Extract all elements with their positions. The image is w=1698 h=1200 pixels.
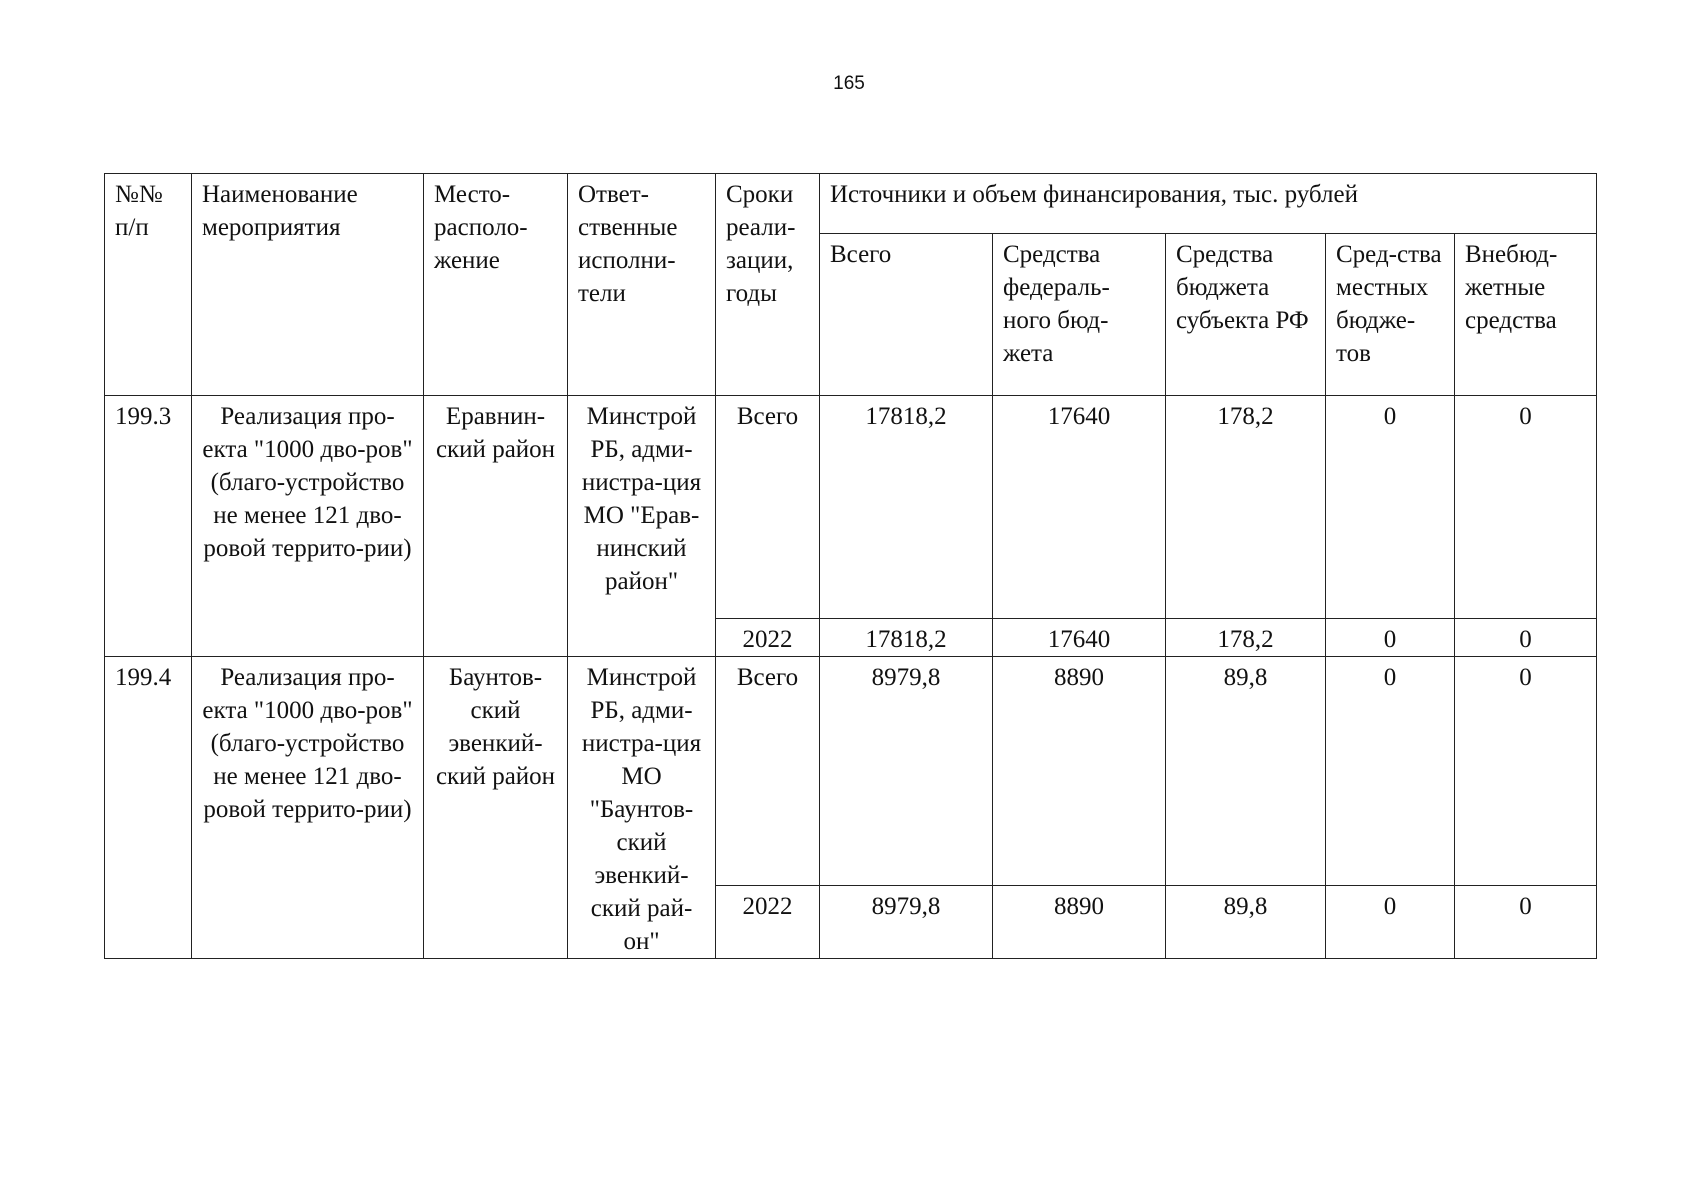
cell-regional: 89,8 xyxy=(1166,886,1326,959)
cell-regional: 178,2 xyxy=(1166,396,1326,619)
header-extra: Внебюд-жетные средства xyxy=(1455,234,1597,396)
cell-executors: Минстрой РБ, адми-нистра-ция МО "Ерав-нинский район" xyxy=(568,396,716,657)
cell-federal: 8890 xyxy=(993,886,1166,959)
cell-name: Реализация про-екта "1000 дво-ров" (благо-устройство не менее 121 дво-ровой террито-рии) xyxy=(192,657,424,959)
cell-regional: 178,2 xyxy=(1166,619,1326,657)
cell-location: Еравнин-ский район xyxy=(424,396,568,657)
cell-federal: 17640 xyxy=(993,396,1166,619)
table-row xyxy=(105,657,1597,886)
table-header xyxy=(105,174,1597,396)
header-terms: Сроки реали-зации, годы xyxy=(716,174,820,396)
cell-extra: 0 xyxy=(1455,619,1597,657)
cell-location: Баунтов-ский эвенкий-ский район xyxy=(424,657,568,959)
header-row xyxy=(105,174,1597,234)
cell-total: 8979,8 xyxy=(820,886,993,959)
cell-local: 0 xyxy=(1326,886,1455,959)
table-row xyxy=(105,396,1597,619)
cell-total: 8979,8 xyxy=(820,657,993,886)
header-regional: Средства бюджета субъекта РФ xyxy=(1166,234,1326,396)
cell-extra: 0 xyxy=(1455,396,1597,619)
header-total: Всего xyxy=(820,234,993,396)
cell-regional: 89,8 xyxy=(1166,657,1326,886)
cell-term: 2022 xyxy=(716,619,820,657)
cell-name: Реализация про-екта "1000 дво-ров" (благо-устройство не менее 121 дво-ровой террито-рии) xyxy=(192,396,424,657)
cell-federal: 17640 xyxy=(993,619,1166,657)
header-num: №№ п/п xyxy=(105,174,192,396)
cell-local: 0 xyxy=(1326,657,1455,886)
header-location: Место-располо-жение xyxy=(424,174,568,396)
page-number: 165 xyxy=(833,73,865,94)
header-name: Наименование мероприятия xyxy=(192,174,424,396)
cell-term: Всего xyxy=(716,657,820,886)
financing-table xyxy=(104,173,1597,959)
cell-term: 2022 xyxy=(716,886,820,959)
cell-local: 0 xyxy=(1326,619,1455,657)
cell-num: 199.3 xyxy=(105,396,192,657)
header-local: Сред-ства местных бюдже-тов xyxy=(1326,234,1455,396)
cell-federal: 8890 xyxy=(993,657,1166,886)
header-executors: Ответ-ственные исполни-тели xyxy=(568,174,716,396)
cell-num: 199.4 xyxy=(105,657,192,959)
cell-extra: 0 xyxy=(1455,886,1597,959)
cell-term: Всего xyxy=(716,396,820,619)
header-federal: Средства федераль-ного бюд-жета xyxy=(993,234,1166,396)
cell-local: 0 xyxy=(1326,396,1455,619)
cell-extra: 0 xyxy=(1455,657,1597,886)
cell-executors: Минстрой РБ, адми-нистра-ция МО "Баунтов-ский эвенкий-ский рай-он" xyxy=(568,657,716,959)
cell-total: 17818,2 xyxy=(820,396,993,619)
cell-total: 17818,2 xyxy=(820,619,993,657)
header-sources: Источники и объем финансирования, тыс. рублей xyxy=(820,174,1597,234)
